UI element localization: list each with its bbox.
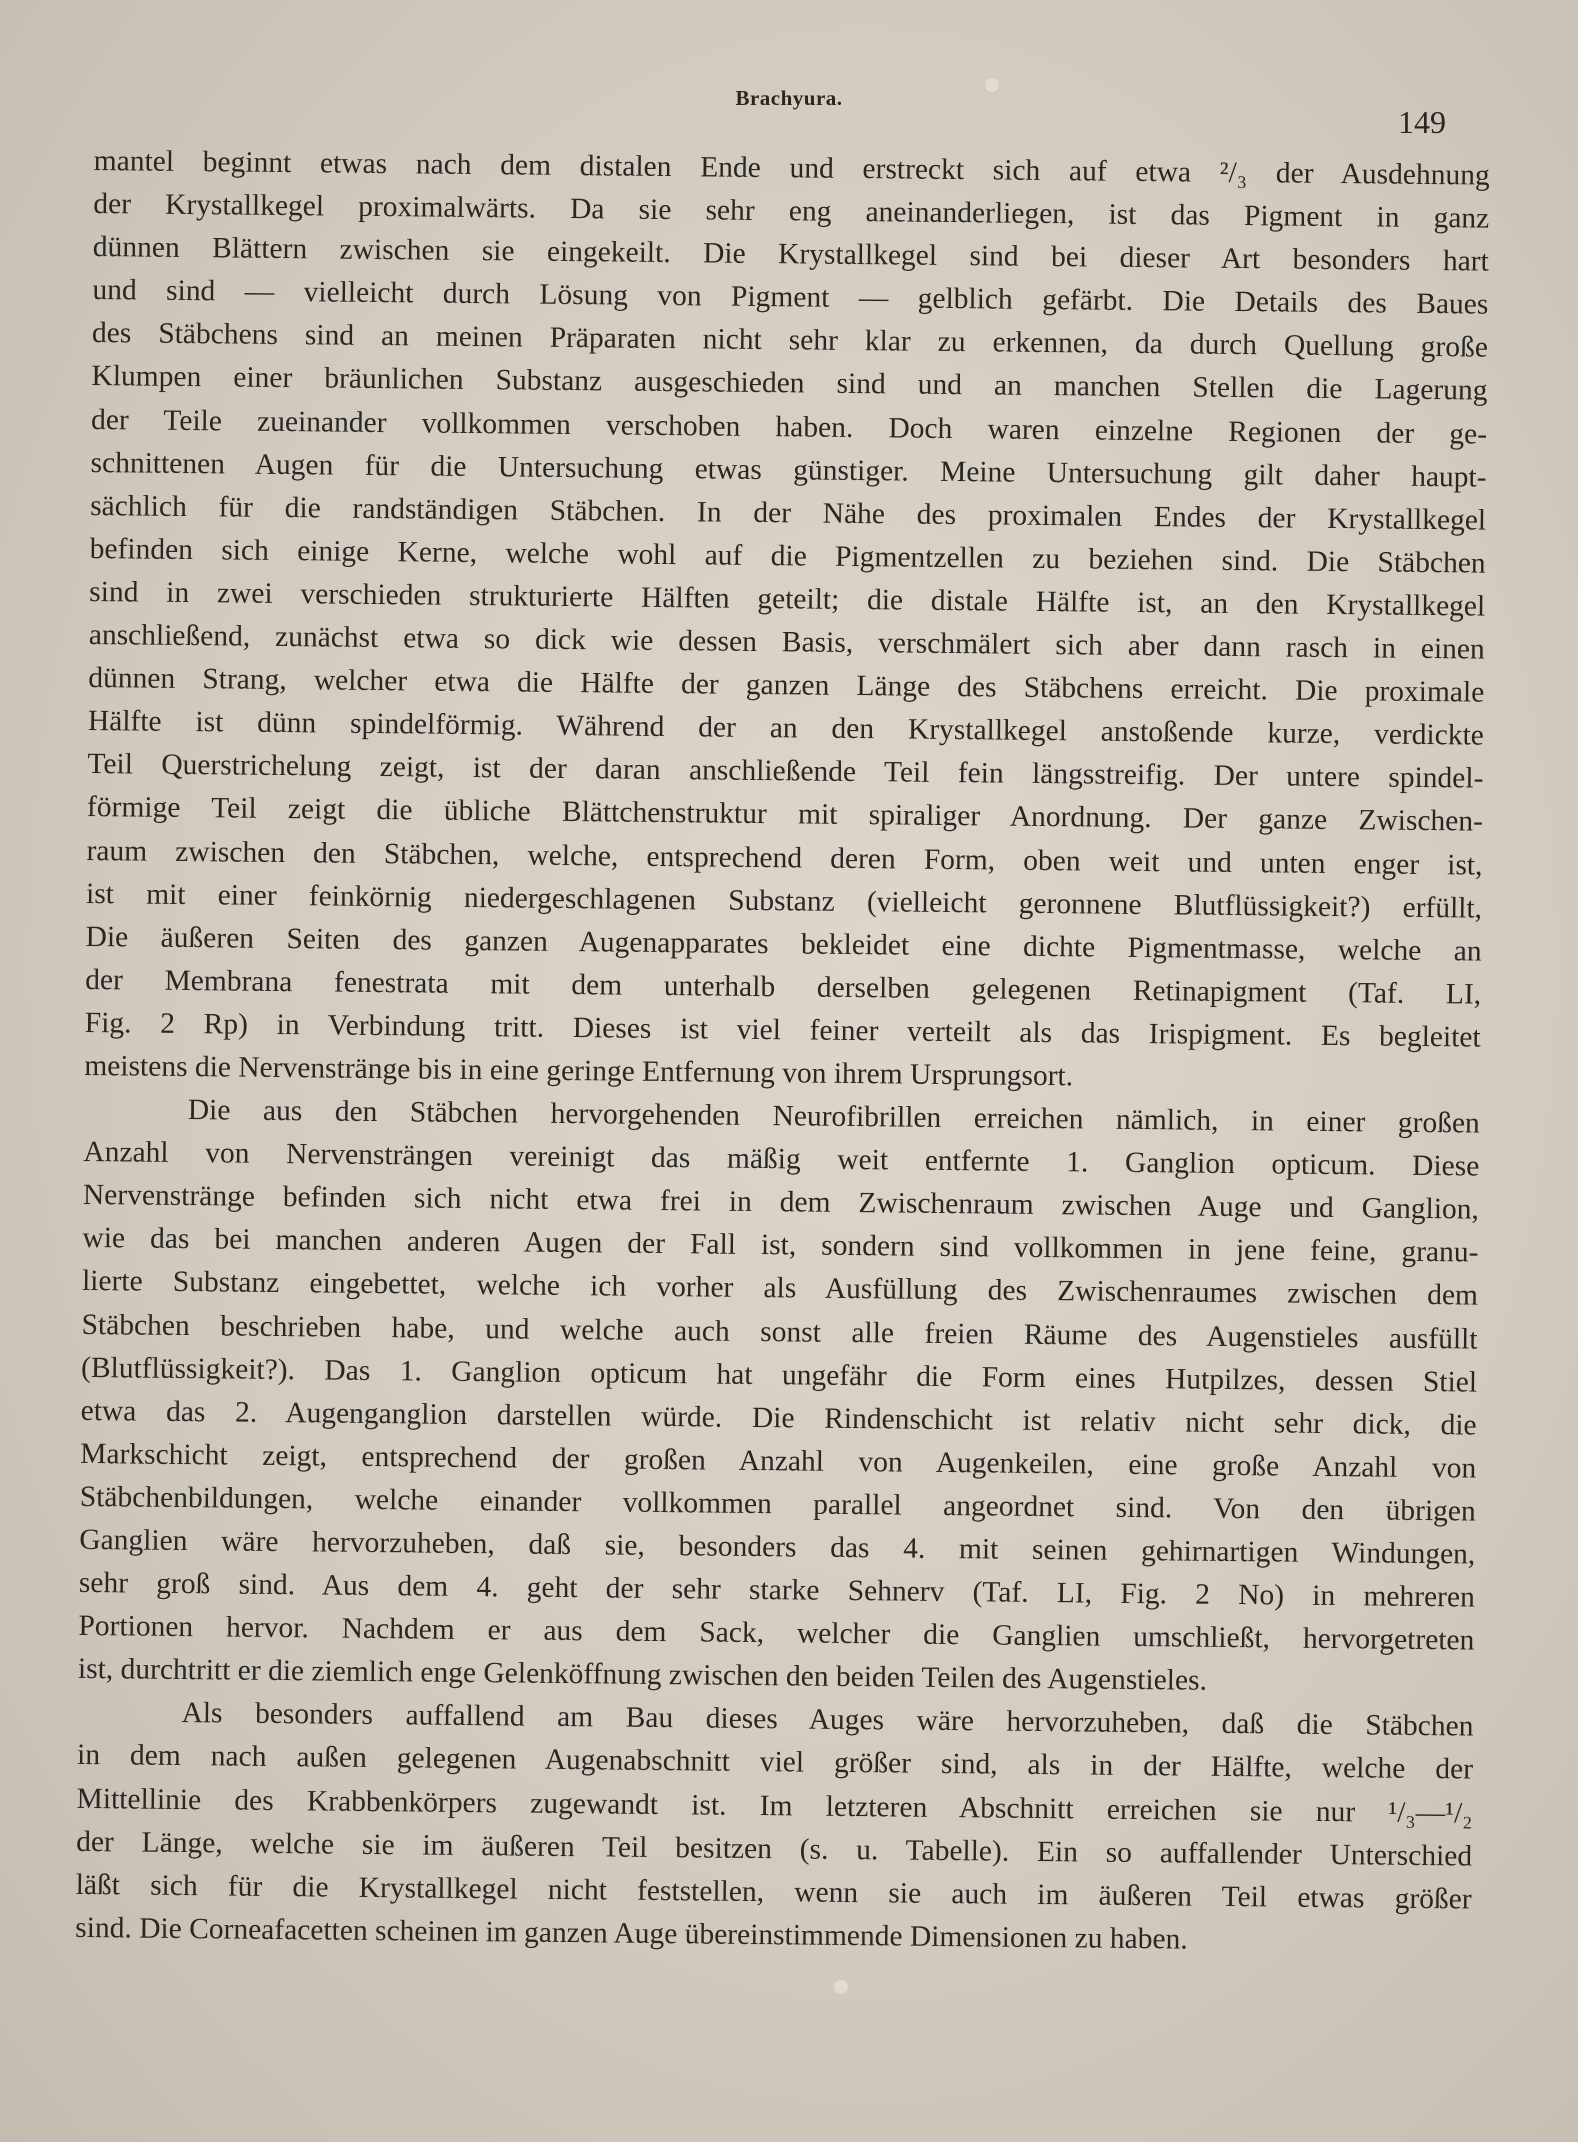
text-line: schnittenen Augen für die Untersuchung etwas günstiger. Meine Untersuchung gilt daher haupt- <box>90 446 1487 494</box>
page-number: 149 <box>1398 104 1446 140</box>
text-line: Anzahl von Nervensträngen vereinigt das mäßig weit entfernte 1. Ganglion opticum. Diese <box>83 1136 1480 1183</box>
text-line: sind in zwei verschieden strukturierte Hälften geteilt; die distale Hälfte ist, an den Krystallkegel <box>89 575 1486 623</box>
text-line: sind. Die Corneafacetten scheinen im ganzen Auge übereinstimmende Dimensionen zu haben. <box>75 1911 1188 1956</box>
text-line: Stäbchen beschrieben habe, und welche auch sonst alle freien Räume des Augenstieles ausfüllt <box>81 1308 1478 1356</box>
text-line: Markschicht zeigt, entsprechend der großen Anzahl von Augenkeilen, eine große Anzahl von <box>80 1437 1477 1485</box>
text-line: lierte Substanz eingebettet, welche ich vorher als Ausfüllung des Zwischenraumes zwischen dem <box>81 1265 1479 1312</box>
text-line: Mittellinie des Krabbenkörpers zugewandt ist. Im letzteren Abschnitt erreichen sie nur ¹/₃—¹/₂ <box>76 1782 1473 1830</box>
text-line: Als besonders auffallend am Bau dieses Auges wäre hervorzuheben, daß die Stäbchen <box>181 1697 1474 1743</box>
paragraph <box>75 1691 1474 1964</box>
text-line: mantel beginnt etwas nach dem distalen Ende und erstreckt sich auf etwa ²/₃ der Ausdehnung <box>93 144 1490 192</box>
text-line: ist mit einer feinkörnig niedergeschlagenen Substanz (vielleicht geronnene Blutflüssigkeit?) erfüllt, <box>85 877 1483 925</box>
text-line: etwa das 2. Augenganglion darstellen würde. Die Rindenschicht ist relativ nicht sehr dick, die <box>80 1394 1477 1442</box>
text-line: Stäbchenbildungen, welche einander vollkommen parallel angeordnet sind. Von den übrigen <box>79 1480 1476 1528</box>
text-line: der Membrana fenestrata mit dem unterhalb derselben gelegenen Retinapigment (Taf. LI, <box>85 963 1482 1011</box>
text-line: Die aus den Stäbchen hervorgehenden Neurofibrillen erreichen nämlich, in einer großen <box>187 1094 1480 1140</box>
running-title: Brachyura. <box>735 86 843 110</box>
text-line: (Blutflüssigkeit?). Das 1. Ganglion opticum hat ungefähr die Form eines Hutpilzes, dessen Stiel <box>80 1351 1478 1399</box>
paper-speck <box>834 1980 848 1994</box>
text-line: wie das bei manchen anderen Augen der Fall ist, sondern sind vollkommen in jene feine, granu- <box>82 1222 1479 1269</box>
text-line: der Länge, welche sie im äußeren Teil besitzen (s. u. Tabelle). Ein so auffallender Unterschied <box>76 1825 1473 1873</box>
text-line: meistens die Nervenstränge bis in eine geringe Entfernung von ihrem Ursprungsort. <box>84 1049 1074 1093</box>
text-line: des Stäbchens sind an meinen Präparaten nicht sehr klar zu erkennen, da durch Quellung große <box>91 317 1489 364</box>
text-line: raum zwischen den Stäbchen, welche, entsprechend deren Form, oben weit und unten enger ist, <box>86 834 1483 882</box>
text-line: Hälfte ist dünn spindelförmig. Während der an den Krystallkegel anstoßende kurze, verdickte <box>87 705 1485 752</box>
text-line: Portionen hervor. Nachdem er aus dem Sack, welcher die Ganglien umschließt, hervorgetreten <box>78 1610 1475 1657</box>
text-line: Die äußeren Seiten des ganzen Augenapparates bekleidet eine dichte Pigmentmasse, welche an <box>85 920 1482 968</box>
paragraph <box>78 1088 1480 1706</box>
body-text <box>75 140 1490 1964</box>
text-line: läßt sich für die Krystallkegel nicht feststellen, wenn sie auch im äußeren Teil etwas größer <box>75 1868 1472 1916</box>
text-line: Nervenstränge befinden sich nicht etwa frei in dem Zwischenraum zwischen Auge und Ganglion, <box>82 1179 1480 1226</box>
paragraph <box>84 140 1490 1103</box>
text-line: befinden sich einige Kerne, welche wohl auf die Pigmentzellen zu beziehen sind. Die Stäbchen <box>89 532 1486 580</box>
text-line: sehr groß sind. Aus dem 4. geht der sehr starke Sehnerv (Taf. LI, Fig. 2 No) in mehreren <box>78 1567 1475 1614</box>
text-line: sächlich für die randständigen Stäbchen. In der Nähe des proximalen Endes der Krystallkegel <box>90 489 1487 537</box>
text-line: der Teile zueinander vollkommen verschoben haben. Doch waren einzelne Regionen der ge- <box>90 403 1488 451</box>
text-line: Teil Querstrichelung zeigt, ist der daran anschließende Teil fein längsstreifig. Der untere spindel- <box>87 748 1484 795</box>
text-line: dünnen Blättern zwischen sie eingekeilt. Die Krystallkegel sind bei dieser Art besonders hart <box>92 231 1489 278</box>
text-line: in dem nach außen gelegenen Augenabschnitt viel größer sind, als in der Hälfte, welche der <box>76 1739 1474 1786</box>
text-line: Klumpen einer bräunlichen Substanz ausgeschieden sind und an manchen Stellen die Lagerung <box>91 360 1488 408</box>
text-line: Fig. 2 Rp) in Verbindung tritt. Dieses ist viel feiner verteilt als das Irispigment. Es begleitet <box>84 1006 1481 1054</box>
text-line: dünnen Strang, welcher etwa die Hälfte der ganzen Länge des Stäbchens erreicht. Die proximale <box>88 662 1485 709</box>
text-line: förmige Teil zeigt die übliche Blättchenstruktur mit spiraliger Anordnung. Der ganze Zwischen- <box>86 791 1484 838</box>
text-line: ist, durchtritt er die ziemlich enge Gelenköffnung zwischen den beiden Teilen des Augenstieles. <box>77 1653 1208 1698</box>
text-line: anschließend, zunächst etwa so dick wie dessen Basis, verschmälert sich aber dann rasch in einen <box>88 619 1485 666</box>
text-line: und sind — vielleicht durch Lösung von Pigment — gelblich gefärbt. Die Details des Baues <box>92 274 1489 321</box>
text-line: der Krystallkegel proximalwärts. Da sie sehr eng aneinanderliegen, ist das Pigment in ganz <box>93 188 1490 235</box>
text-line: Ganglien wäre hervorzuheben, daß sie, besonders das 4. mit seinen gehirnartigen Windungen, <box>79 1523 1476 1571</box>
